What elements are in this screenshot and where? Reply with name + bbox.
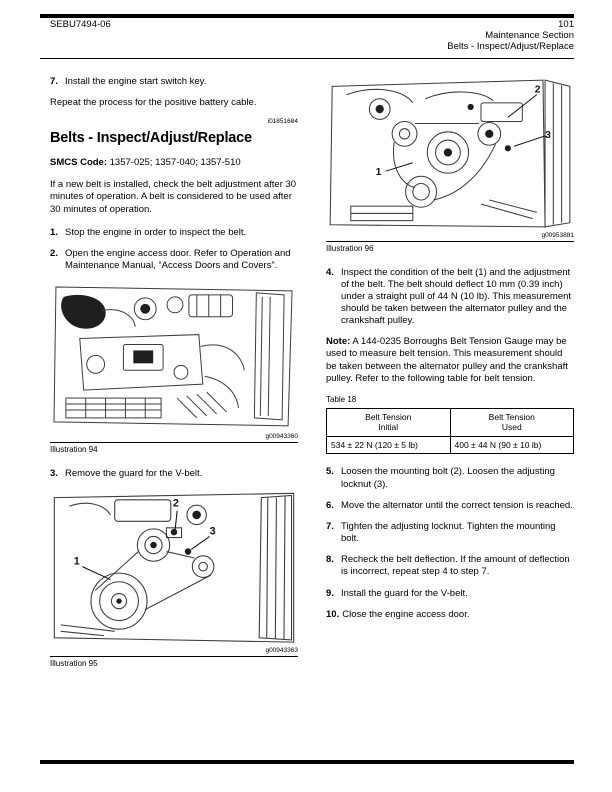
step-7-install-key: [50, 76, 298, 88]
figure-rule: [50, 656, 298, 657]
header-line: Belt Tension: [488, 412, 535, 423]
callout-3: 3: [545, 130, 551, 141]
step-number: 4.: [326, 266, 334, 278]
right-column: [326, 76, 574, 682]
step-text: Close the engine access door.: [342, 608, 470, 620]
step-5-loosen-bolt: [326, 466, 574, 490]
callout-3: 3: [209, 525, 216, 538]
header-subsection: Belts - Inspect/Adjust/Replace: [447, 41, 574, 52]
figure-illustration-95: [50, 489, 298, 670]
step-number: 10.: [326, 608, 340, 620]
graphic-id: g00943363: [265, 647, 298, 655]
callout-2: 2: [172, 497, 179, 510]
callout-1: 1: [375, 167, 382, 179]
step-text: Move the alternator until the correct tension is reached.: [341, 499, 573, 511]
step-number: 9.: [326, 587, 334, 599]
step-3-remove-guard: [50, 468, 298, 480]
header-right-block: [447, 19, 574, 52]
header-top-rule: [40, 14, 574, 18]
step-number: 3.: [50, 467, 58, 479]
callout-1: 1: [73, 555, 80, 568]
step-2-open-access-door: [50, 248, 298, 272]
step-4-inspect-belt: [326, 267, 574, 328]
step-7-tighten-locknut: [326, 521, 574, 545]
step-6-move-alternator: [326, 500, 574, 512]
page-number: 101: [558, 19, 574, 30]
table-row: [327, 436, 574, 454]
repeat-process-text: Repeat the process for the positive battery cable.: [50, 97, 257, 109]
article-title: Belts - Inspect/Adjust/Replace: [50, 129, 252, 146]
header-bottom-rule: [40, 58, 574, 59]
note-paragraph: [326, 336, 574, 385]
illustration-96-image: [326, 76, 574, 231]
graphic-id: g00943360: [265, 433, 298, 441]
illustration-94-image: [50, 281, 298, 432]
step-1-stop-engine: [50, 227, 298, 239]
step-number: 1.: [50, 226, 58, 238]
tension-initial-value: 534 ± 22 N (120 ± 5 lb): [327, 436, 451, 454]
step-9-install-guard: [326, 588, 574, 600]
smcs-label: SMCS Code:: [50, 157, 107, 169]
left-column: [50, 76, 298, 682]
step-text: Install the engine start switch key.: [65, 76, 207, 87]
figure-caption: Illustration 96: [326, 244, 374, 254]
intro-paragraph: If a new belt is installed, check the belt adjustment after 30 minutes of operation. A belt is considered to be used after 30 minutes of operation.: [50, 179, 297, 215]
step-text: Tighten the adjusting locknut. Tighten the mounting bolt.: [341, 520, 556, 545]
step-number: 7.: [326, 520, 334, 532]
figure-caption: Illustration 95: [50, 659, 98, 669]
callout-2: 2: [534, 84, 541, 96]
figure-illustration-96: [326, 76, 574, 255]
smcs-codes: 1357-025; 1357-040; 1357-510: [109, 157, 241, 169]
step-text: Remove the guard for the V-belt.: [65, 467, 203, 479]
step-text: Install the guard for the V-belt.: [341, 587, 468, 599]
step-number: 5.: [326, 466, 334, 478]
step-number: 8.: [326, 554, 334, 566]
belt-tension-table: [326, 408, 574, 454]
step-number: 6.: [326, 499, 334, 511]
table-header-row: [327, 409, 574, 436]
tension-used-value: 400 ± 44 N (90 ± 10 lb): [450, 436, 574, 454]
step-number: 2.: [50, 247, 58, 259]
smcs-code-line: [50, 157, 298, 169]
note-label: Note:: [326, 336, 351, 348]
figure-illustration-94: [50, 281, 298, 455]
step-8-recheck-deflection: [326, 554, 574, 578]
page-header: [50, 19, 574, 52]
page-content: [50, 76, 574, 682]
footer-rule: [40, 760, 574, 764]
graphic-id: g00953881: [541, 232, 574, 239]
step-number: 7.: [50, 76, 58, 87]
header-line: Belt Tension: [365, 412, 412, 423]
doc-id: SEBU7494-06: [50, 19, 111, 30]
step-text: Inspect the condition of the belt (1) and the adjustment of the belt. The belt should deflect 10 mm (0.39 inch) under a straight pull of 44 N (10 lb). This measurement should be taken between the alternator pulley and the crankshaft pulley.: [341, 266, 572, 327]
step-text: Open the engine access door. Refer to Operation and Maintenance Manual, “Access Doors and Covers”.: [65, 247, 291, 272]
table-header-initial: [327, 409, 451, 436]
figure-caption: Illustration 94: [50, 445, 98, 455]
step-text: Stop the engine in order to inspect the belt.: [65, 226, 247, 238]
step-text: Loosen the mounting bolt (2). Loosen the adjusting locknut (3).: [341, 466, 555, 490]
table-label: Table 18: [326, 394, 357, 404]
illustration-95-image: [50, 489, 298, 646]
header-line: Initial: [378, 422, 399, 433]
header-section: Maintenance Section: [485, 30, 574, 41]
table-header-used: [450, 409, 574, 436]
step-10-close-door: [326, 609, 574, 621]
note-text: A 144-0235 Borroughs Belt Tension Gauge may be used to measure belt tension. This measurement should be taken between the alternator pulley and the crankshaft pulley. Refer to the following table for belt tension.: [326, 336, 568, 384]
header-line: Used: [501, 422, 522, 433]
figure-rule: [50, 442, 298, 443]
step-text: Recheck the belt deflection. If the amount of deflection is incorrect, repeat step 4 to step 7.: [341, 554, 570, 578]
article-id: i01851684: [267, 118, 298, 126]
figure-rule: [326, 241, 574, 242]
